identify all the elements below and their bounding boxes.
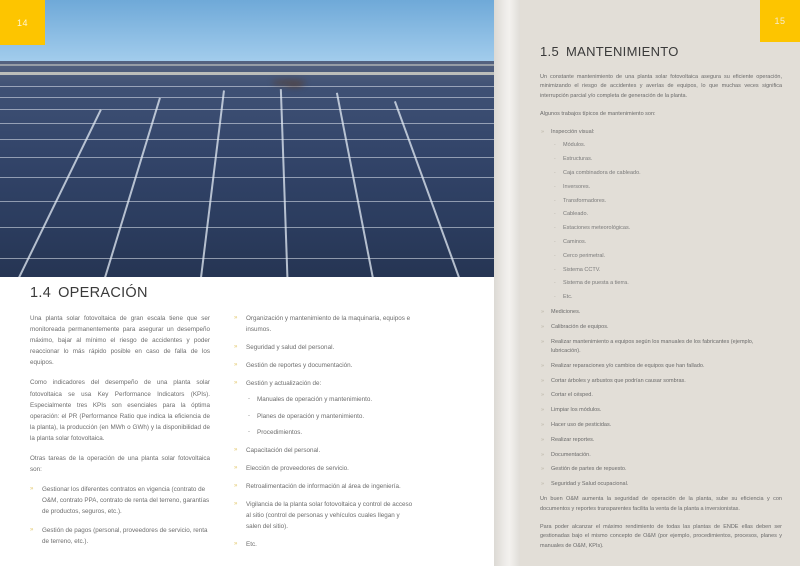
cell-line — [0, 139, 494, 140]
chevron-bullet-icon: » — [30, 526, 34, 533]
list-item — [540, 480, 782, 489]
sub-list-item — [246, 427, 414, 438]
cell-line — [0, 97, 494, 98]
list-item — [234, 360, 414, 371]
list-item-label: Etc. — [246, 541, 257, 549]
dash-bullet-icon: · — [554, 225, 556, 232]
sub-list-item-label: Etc. — [563, 294, 573, 301]
list-item-label: Seguridad y salud del personal. — [246, 344, 335, 352]
list-item-label: Gestión de partes de repuesto. — [551, 466, 627, 473]
right-page-body — [520, 0, 800, 551]
chevron-bullet-icon: » — [541, 481, 545, 488]
chevron-bullet-icon: » — [541, 338, 545, 345]
sub-list-item-label: Transformadores. — [563, 197, 607, 204]
left-sublist — [246, 394, 414, 437]
chevron-bullet-icon: » — [234, 501, 238, 508]
sub-list-item — [551, 169, 782, 178]
sub-list-item — [246, 394, 414, 405]
cell-line — [0, 177, 494, 178]
sub-list-item-label: Cableado. — [563, 211, 589, 218]
list-item-label: Limpiar los módulos. — [551, 407, 602, 414]
list-item — [540, 451, 782, 460]
sub-list-item-label: Sistema de puesta a tierra. — [563, 280, 629, 287]
chevron-bullet-icon: » — [541, 323, 545, 330]
list-item-label: Inspección visual: — [551, 129, 595, 136]
dash-bullet-icon: · — [554, 280, 556, 287]
list-item — [540, 465, 782, 474]
cell-line — [0, 201, 494, 202]
list-item — [540, 128, 782, 302]
sub-list-item-label: Módulos. — [563, 142, 586, 149]
page-number-badge-right — [760, 0, 800, 42]
paragraph: Un buen O&M aumenta la seguridad de operación de la planta, sube su eficiencia y con documentos y reportes transparentes facilita la venta de la planta a inversionistas. — [540, 496, 782, 512]
list-item — [234, 342, 414, 353]
sub-list-item — [551, 238, 782, 247]
sub-list-item-label: Sistema CCTV. — [563, 266, 601, 273]
sky-region — [0, 0, 494, 66]
cell-line — [0, 86, 494, 87]
chevron-bullet-icon: » — [234, 362, 238, 369]
list-item — [30, 484, 210, 517]
chevron-bullet-icon: » — [541, 377, 545, 384]
list-item — [234, 499, 414, 532]
list-item-label: Realizar mantenimiento a equipos según los manuales de los fabricantes (ejemplo, lubricación). — [551, 338, 754, 354]
cell-line — [0, 258, 494, 259]
list-item-label: Gestionar los diferentes contratos en vigencia (contrato de O&M, contrato PPA, contrato de renta del terreno, garantías de productos, seguros, etc.). — [42, 486, 210, 516]
left-page-body — [0, 277, 494, 566]
list-item-label: Elección de proveedores de servicio. — [246, 464, 349, 472]
section-title: MANTENIMIENTO — [565, 44, 679, 59]
list-item — [234, 378, 414, 437]
page-number-badge-left — [0, 0, 45, 45]
list-item-label: Cortar el césped. — [551, 392, 593, 399]
dash-bullet-icon: · — [554, 239, 556, 246]
sub-list-item-label: Manuales de operación y mantenimiento. — [257, 396, 373, 404]
sub-list-item — [551, 224, 782, 233]
left-bullet-list-one — [30, 484, 210, 546]
list-item-label: Gestión de reportes y documentación. — [246, 362, 353, 370]
list-item — [540, 421, 782, 430]
sub-list-item-label: Caja combinadora de cableado. — [563, 170, 641, 177]
list-lead-text: Algunos trabajos típicos de mantenimiento son: — [540, 110, 656, 117]
sub-list-item-label: Estructuras. — [563, 156, 593, 163]
sub-list-item-label: Cerco perimetral. — [563, 252, 606, 259]
sub-list-item-label: Inversores. — [563, 183, 591, 190]
cell-line — [0, 123, 494, 124]
left-bullet-list-two — [234, 313, 414, 550]
sub-list-item — [551, 197, 782, 206]
list-item-label: Realizar reportes. — [551, 436, 595, 443]
dash-bullet-icon: · — [554, 266, 556, 273]
dash-bullet-icon: - — [248, 428, 250, 435]
chevron-bullet-icon: » — [30, 486, 34, 493]
chevron-bullet-icon: » — [541, 392, 545, 399]
inspection-sublist — [551, 141, 782, 302]
list-item — [540, 362, 782, 371]
sub-list-item — [551, 183, 782, 192]
right-page — [520, 0, 800, 566]
paragraph: Otras tareas de la operación de una planta solar fotovoltaica son: — [30, 455, 210, 474]
list-item — [234, 481, 414, 492]
sub-list-item — [551, 266, 782, 275]
dash-bullet-icon: · — [554, 170, 556, 177]
left-column-one — [30, 313, 210, 557]
sub-list-item-label: Planes de operación y mantenimiento. — [257, 412, 365, 420]
section-heading-operacion — [30, 285, 148, 301]
list-item-label: Seguridad y Salud ocupacional. — [551, 481, 629, 488]
paragraph: Para poder alcanzar el máximo rendimiento de todas las plantas de ENDE ellas deben ser gestionadas bajo el mismo concepto de O&M (por ejemplo, procedimientos, procesos, planes y manuales de O&M, KPIs). — [540, 524, 782, 549]
list-item-label: Calibración de equipos. — [551, 323, 609, 330]
section-heading-mantenimiento — [540, 44, 782, 59]
page-number-right: 15 — [774, 16, 786, 26]
list-item — [540, 391, 782, 400]
cell-line — [0, 157, 494, 158]
dash-bullet-icon: · — [554, 197, 556, 204]
sub-list-item-label: Procedimientos. — [257, 428, 303, 436]
list-item-label: Cortar árboles y arbustos que podrían causar sombras. — [551, 377, 686, 384]
list-item — [540, 377, 782, 386]
section-number: 1.5 — [540, 44, 559, 59]
cell-line — [0, 109, 494, 110]
chevron-bullet-icon: » — [234, 464, 238, 471]
sub-list-item-label: Estaciones meteorológicas. — [563, 225, 631, 232]
list-item — [540, 338, 782, 357]
chevron-bullet-icon: » — [541, 451, 545, 458]
chevron-bullet-icon: » — [541, 129, 545, 136]
section-title: OPERACIÓN — [58, 285, 148, 301]
sub-list-item-label: Caminos. — [563, 239, 587, 246]
sub-list-item — [551, 210, 782, 219]
chevron-bullet-icon: » — [234, 380, 238, 387]
sub-list-item — [551, 141, 782, 150]
dash-bullet-icon: · — [554, 156, 556, 163]
dash-bullet-icon: · — [554, 211, 556, 218]
chevron-bullet-icon: » — [234, 315, 238, 321]
dash-bullet-icon: · — [554, 252, 556, 259]
cell-line — [0, 227, 494, 228]
chevron-bullet-icon: » — [234, 541, 238, 548]
sub-list-item — [246, 411, 414, 422]
list-item — [234, 313, 414, 335]
list-item-label: Hacer uso de pesticidas. — [551, 421, 612, 428]
list-item-label: Gestión de pagos (personal, proveedores de servicio, renta de terreno, etc.). — [42, 526, 208, 545]
chevron-bullet-icon: » — [234, 344, 238, 351]
list-item-label: Vigilancia de la planta solar fotovoltaica y control de acceso al sitio (control de personas y vehículos cuales llegan y salen del sitio). — [246, 501, 413, 531]
paragraph: Un constante mantenimiento de una planta solar fotovoltaica asegura su eficiente operación, minimizando el riesgo de accidentes y averías de equipos, lo que muchas veces significa interrupción parcial y/o completa de generación de la planta. — [540, 74, 782, 99]
dash-bullet-icon: · — [554, 294, 556, 301]
list-item — [540, 308, 782, 317]
module-frame-bar — [0, 72, 494, 75]
list-item — [30, 525, 210, 547]
list-item-label: Mediciones. — [551, 309, 581, 316]
sub-list-item — [551, 279, 782, 288]
dash-bullet-icon: · — [554, 142, 556, 149]
chevron-bullet-icon: » — [541, 421, 545, 428]
list-item — [234, 445, 414, 456]
list-item-label: Realizar reparaciones y/o cambios de equipos que han fallado. — [551, 362, 705, 369]
sub-list-item — [551, 293, 782, 302]
page-number-left: 14 — [16, 17, 28, 28]
list-item-label: Documentación. — [551, 451, 591, 458]
solar-panel-photo — [0, 0, 494, 277]
page-gutter — [494, 0, 520, 566]
list-item — [234, 463, 414, 474]
chevron-bullet-icon: » — [541, 407, 545, 414]
chevron-bullet-icon: » — [234, 482, 238, 489]
list-item-label: Organización y mantenimiento de la maquinaria, equipos e insumos. — [246, 315, 411, 334]
list-item — [540, 436, 782, 445]
list-item — [540, 323, 782, 332]
list-item-label: Retroalimentación de información al área de ingeniería. — [246, 482, 401, 490]
dash-bullet-icon: - — [248, 412, 250, 419]
dash-bullet-icon: - — [248, 396, 250, 403]
chevron-bullet-icon: » — [541, 466, 545, 473]
sub-list-item — [551, 252, 782, 261]
list-item-label: Gestión y actualización de: — [246, 380, 322, 388]
left-text-columns — [30, 313, 464, 557]
left-column-two — [234, 313, 414, 557]
paragraph: Una planta solar fotovoltaica de gran escala tiene que ser monitoreada permanentemente para asegurar un desempeño máximo, bajar al mínimo el riesgo de accidentes y poder reaccionar lo más rápido posible en caso de falla de los equipos. — [30, 315, 210, 367]
chevron-bullet-icon: » — [541, 309, 545, 316]
list-item-label: Capacitación del personal. — [246, 446, 321, 454]
chevron-bullet-icon: » — [234, 446, 238, 453]
paragraph: Como indicadores del desempeño de una planta solar fotovoltaica se usa Key Performance Indicators (KPIs). Especialmente tres KPIs son esenciales para la óptima operación: el PR (Performance Ratio que indica la eficiencia de la planta), la producción (en MWh o GWh) y la disponibilidad de la planta solar fotovoltaica. — [30, 379, 210, 442]
list-item — [234, 539, 414, 550]
maintenance-bullet-list — [540, 128, 782, 489]
sub-list-item — [551, 155, 782, 164]
module-frame-bar-far — [0, 64, 494, 66]
section-number: 1.4 — [30, 285, 52, 301]
list-item — [540, 406, 782, 415]
dash-bullet-icon: · — [554, 183, 556, 190]
chevron-bullet-icon: » — [541, 362, 545, 369]
chevron-bullet-icon: » — [541, 436, 545, 443]
